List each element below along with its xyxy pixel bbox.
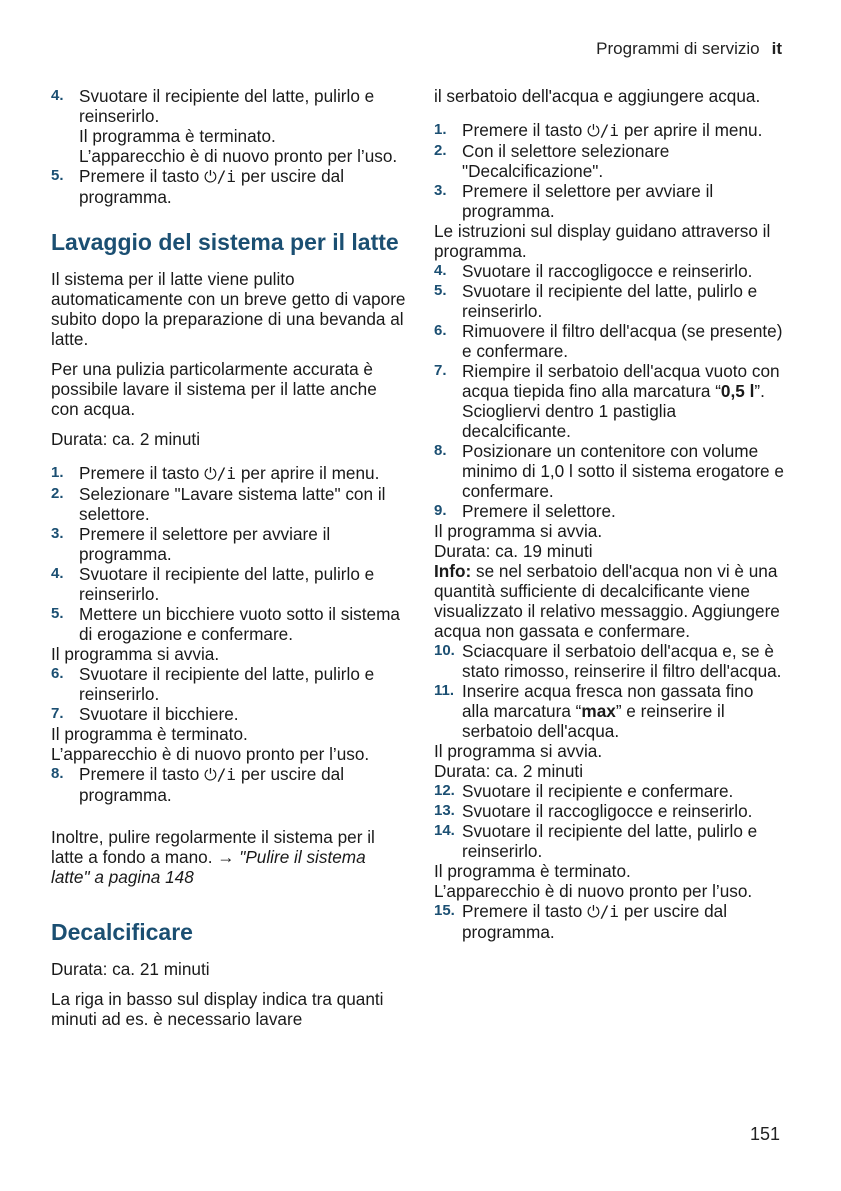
list-item: [51, 524, 406, 564]
step-text: Premere il tasto ⏻/i per aprire il menu.: [79, 463, 380, 483]
duration: Durata: ca. 21 minuti: [51, 959, 210, 979]
step-result: L’apparecchio è di nuovo pronto per l’uso.: [434, 881, 753, 901]
paragraph: Il sistema per il latte viene pulito automaticamente con un breve getto di vapore subito dopo la preparazione di una bevanda al latte.: [51, 269, 406, 349]
menu-info-key-icon: ⏻/i: [587, 121, 620, 140]
step-text: Svuotare il recipiente del latte, pulirlo e reinserirlo.: [79, 86, 375, 126]
step-result: Il programma è terminato.: [79, 126, 276, 146]
step-text: Svuotare il raccogligocce e reinserirlo.: [462, 801, 753, 821]
paragraph: il serbatoio dell'acqua e aggiungere acqua.: [434, 86, 761, 106]
step-number: 3.: [434, 182, 447, 199]
step-number: 1.: [51, 464, 64, 481]
step-number: 6.: [434, 322, 447, 339]
step-text: Premere il selettore per avviare il programma.: [462, 181, 714, 221]
step-text: Selezionare "Lavare sistema latte" con il selettore.: [79, 484, 386, 524]
paragraph: Per una pulizia particolarmente accurata è possibile lavare il sistema per il latte anche con acqua.: [51, 359, 377, 419]
menu-info-key-icon: ⏻/i: [204, 167, 237, 186]
info-note: Info: se nel serbatoio dell'acqua non vi è una quantità sufficiente di decalcificante viene visualizzato il relativo messaggio. Aggiungere acqua non gassata e confermare.: [434, 561, 780, 641]
step-number: 5.: [51, 167, 64, 184]
step-text: Premere il tasto ⏻/i per uscire dal programma.: [79, 764, 345, 805]
step-number: 3.: [51, 525, 64, 542]
step-result: Il programma si avvia.: [51, 644, 220, 664]
step-number: 10.: [434, 642, 455, 659]
list-item: [434, 361, 784, 441]
step-number: 4.: [51, 565, 64, 582]
paragraph-manual-cleaning: Inoltre, pulire regolarmente il sistema per il latte a fondo a mano. → "Pulire il sistema latte" a pagina 148: [51, 827, 375, 887]
page-number: 151: [749, 1124, 780, 1144]
list-item: [434, 261, 784, 281]
arrow-right-icon: →: [217, 847, 235, 867]
duration: Durata: ca. 2 minuti: [51, 429, 201, 449]
language-code: it: [771, 39, 782, 58]
step-text: Con il selettore selezionare "Decalcificazione".: [462, 141, 670, 181]
step-result: L’apparecchio è di nuovo pronto per l’uso.: [79, 146, 398, 166]
menu-info-key-icon: ⏻/i: [204, 464, 237, 483]
step-number: 2.: [434, 142, 447, 159]
list-item: [434, 641, 784, 681]
list-item: [434, 801, 784, 821]
step-result: Il programma è terminato.: [51, 724, 248, 744]
duration: Durata: ca. 2 minuti: [434, 761, 584, 781]
list-item: [51, 484, 406, 524]
step-text: Svuotare il recipiente del latte, pulirlo e reinserirlo.: [462, 281, 758, 321]
cross-reference-link[interactable]: "Pulire il sistema latte" a pagina 148: [51, 847, 366, 887]
step-number: 5.: [434, 282, 447, 299]
step-number: 7.: [434, 362, 447, 379]
list-item: [51, 463, 406, 484]
list-item: [434, 181, 784, 221]
step-result: Il programma è terminato.: [434, 861, 631, 881]
step-number: 6.: [51, 665, 64, 682]
step-number: 11.: [434, 682, 455, 699]
step-text: Rimuovere il filtro dell'acqua (se presente) e confermare.: [462, 321, 783, 361]
step-text: Inserire acqua fresca non gassata fino alla marcatura “max” e reinserire il serbatoio dell'acqua.: [462, 681, 754, 741]
step-text: Riempire il serbatoio dell'acqua vuoto con acqua tiepida fino alla marcatura “0,5 l”. Sciogliervi dentro 1 pastiglia decalcificante.: [462, 361, 780, 441]
step-text: Svuotare il raccogligocce e reinserirlo.: [462, 261, 753, 281]
step-number: 14.: [434, 822, 455, 839]
step-number: 8.: [51, 765, 64, 782]
list-item: [434, 141, 784, 181]
step-number: 12.: [434, 782, 455, 799]
list-item: [51, 166, 406, 207]
step-number: 15.: [434, 902, 455, 919]
section-title: Programmi di servizio: [596, 39, 760, 58]
list-item: [434, 120, 784, 141]
step-text: Svuotare il recipiente del latte, pulirlo e reinserirlo.: [462, 821, 758, 861]
step-text: Posizionare un contenitore con volume minimo di 1,0 l sotto il sistema erogatore e confermare.: [462, 441, 784, 501]
running-header: [596, 39, 782, 59]
list-item: [434, 501, 784, 521]
list-item: [434, 441, 784, 501]
list-item: [434, 681, 784, 741]
step-number: 4.: [434, 262, 447, 279]
step-text: Premere il tasto ⏻/i per uscire dal programma.: [79, 166, 345, 207]
list-item: [434, 321, 784, 361]
step-text: Svuotare il recipiente del latte, pulirlo e reinserirlo.: [79, 664, 375, 704]
step-text: Svuotare il recipiente e confermare.: [462, 781, 734, 801]
list-item: [434, 781, 784, 801]
list-item: [434, 821, 784, 861]
step-text: Svuotare il bicchiere.: [79, 704, 239, 724]
right-column: [434, 86, 784, 942]
step-text: Sciacquare il serbatoio dell'acqua e, se è stato rimosso, reinserire il filtro dell'acqua.: [462, 641, 782, 681]
list-item: [51, 764, 406, 805]
menu-info-key-icon: ⏻/i: [204, 765, 237, 784]
list-item: [51, 604, 406, 644]
menu-info-key-icon: ⏻/i: [587, 902, 620, 921]
step-number: 4.: [51, 87, 64, 104]
list-item: [51, 564, 406, 604]
step-result: Il programma si avvia.: [434, 741, 603, 761]
step-number: 1.: [434, 121, 447, 138]
paragraph: La riga in basso sul display indica tra quanti minuti ad es. è necessario lavare: [51, 989, 384, 1029]
step-text: Premere il tasto ⏻/i per aprire il menu.: [462, 120, 763, 140]
step-number: 2.: [51, 485, 64, 502]
step-result: Il programma si avvia.: [434, 521, 603, 541]
step-result: Le istruzioni sul display guidano attraverso il programma.: [434, 221, 771, 261]
step-text: Premere il tasto ⏻/i per uscire dal programma.: [462, 901, 728, 942]
list-item: [51, 664, 406, 704]
duration: Durata: ca. 19 minuti: [434, 541, 593, 561]
step-result: L’apparecchio è di nuovo pronto per l’uso.: [51, 744, 370, 764]
left-column: [51, 86, 406, 1029]
list-item: [434, 901, 784, 942]
step-text: Mettere un bicchiere vuoto sotto il sistema di erogazione e confermare.: [79, 604, 400, 644]
step-number: 9.: [434, 502, 447, 519]
list-item: [51, 86, 406, 166]
step-text: Svuotare il recipiente del latte, pulirlo e reinserirlo.: [79, 564, 375, 604]
step-text: Premere il selettore per avviare il programma.: [79, 524, 331, 564]
step-number: 8.: [434, 442, 447, 459]
heading-descaling: Decalcificare: [51, 919, 193, 945]
step-number: 5.: [51, 605, 64, 622]
list-item: [434, 281, 784, 321]
step-number: 13.: [434, 802, 455, 819]
step-number: 7.: [51, 705, 64, 722]
heading-milk-system-rinse: Lavaggio del sistema per il latte: [51, 229, 399, 255]
list-item: [51, 704, 406, 724]
step-text: Premere il selettore.: [462, 501, 616, 521]
